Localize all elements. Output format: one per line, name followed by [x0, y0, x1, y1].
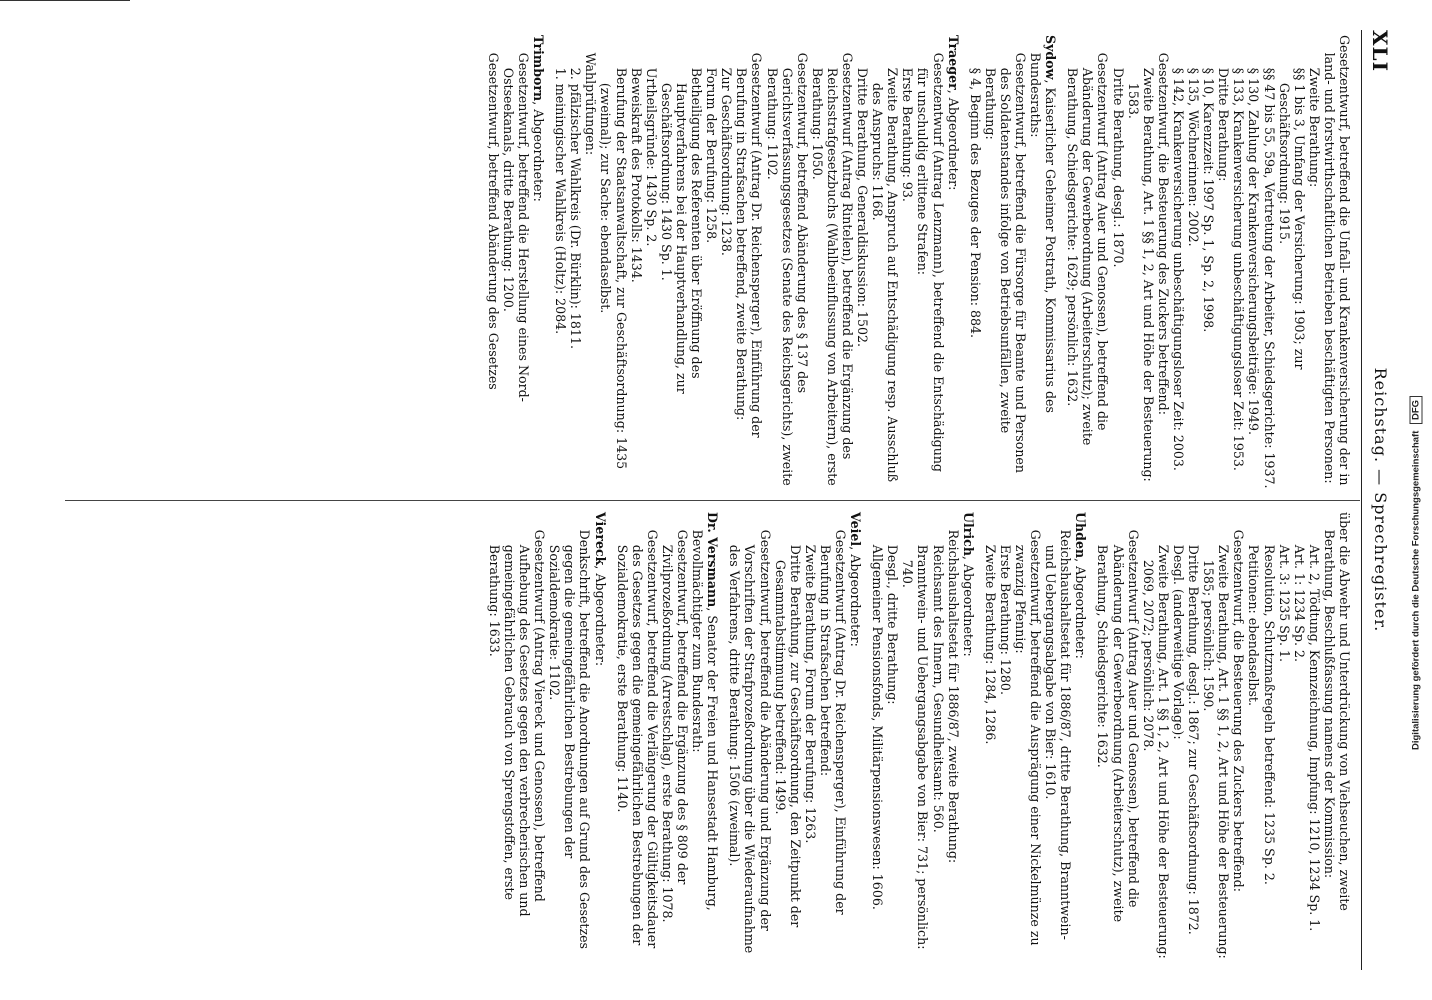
entry-line: [615, 512, 660, 967]
entry-line: [734, 35, 764, 490]
speaker-name: Veiel: [848, 512, 864, 547]
entry-text: Reichsamt des Innern, Gesundheitsamt: 560.: [930, 544, 946, 833]
entry-text: Abgeordneter:: [531, 109, 547, 202]
entry-line: [487, 512, 547, 967]
entry-line: [1246, 512, 1261, 967]
entry-text: Abgeordneter:: [945, 97, 961, 191]
entry-line: [885, 512, 900, 967]
entry-line: [629, 35, 644, 490]
entry-line: Viereck, Abgeordneter:: [592, 512, 608, 667]
entry-text: Zweite Berathung, Forum der Berufung: 1263.: [802, 544, 818, 844]
register-entry: [486, 35, 546, 490]
entry-text: Abgeordneter:: [592, 573, 608, 667]
entry-line: [1186, 512, 1201, 967]
speaker-name: Viereck: [592, 512, 608, 566]
entry-line: [1095, 512, 1140, 967]
entry-text: Beweiskraft des Protokolls: 1434.: [628, 67, 644, 283]
entry-text: Desgl. (anderweitige Vorlage):: [1170, 544, 1186, 740]
entry-text: § 133, Krankenversicherung unbeschäftigungsloser Zeit: 1953.: [1231, 67, 1247, 471]
entry-line: [983, 512, 998, 967]
entry-text: Art. 1: 1234 Sp. 2.: [1291, 544, 1307, 662]
entry-line: [727, 512, 772, 967]
entry-line: [998, 512, 1013, 967]
page-number: XLI: [1368, 30, 1392, 72]
entry-line: [764, 35, 809, 490]
entry-line: [1186, 35, 1201, 490]
entry-text: Gesetzentwurf, die Besteuerung des Zuckers betreffend:: [1231, 529, 1247, 892]
entry-text: Gesetzentwurf, betreffend die Verlängerung der Gültigkeitsdauer des Gesetzes gegen die gemeingefährlichen Bestrebungen der Sozialdemokratie, erste Berathung: 1140.: [614, 529, 660, 949]
entry-line: [1201, 35, 1216, 490]
entry-text: Dritte Berathung, zur Geschäftsordnung, den Zeitpunkt der Gesammtabstimmung betreffend: 1499.: [772, 544, 803, 928]
entry-text: Gesetzentwurf, betreffend die Ergänzung des § 809 der Zivilprozeßordnung (Arrestschlag), erste Berathung: 1078.: [659, 529, 691, 923]
entry-line: [1141, 512, 1171, 967]
digitization-credit: [1410, 270, 1423, 750]
entry-text: Gesetzentwurf, betreffend die Ausprägung einer Nickelmünze zu zwanzig Pfennig:: [1013, 529, 1044, 946]
entry-line: [870, 512, 885, 967]
entry-text: Wahlprüfungen:: [583, 52, 599, 156]
entry-text: Art. 2, Tödtung, Kennzeichnung, Impfung: 1210, 1234 Sp. 1.: [1306, 544, 1322, 932]
entry-text: Allgemeiner Pensionsfonds, Militärpensionswesen: 1606.: [870, 544, 886, 910]
entry-line: [1322, 512, 1352, 967]
entry-line: [818, 512, 848, 967]
entry-text: Zweite Berathung, Art. 1 §§ 1, 2, Art und Höhe der Besteuerung: 2069, 2072; persönlich: 2078.: [1140, 544, 1171, 959]
register-entry: [1065, 35, 1352, 490]
entry-text: Petitionen: ebendaselbst.: [1246, 544, 1262, 706]
entry-text: § 10, Karenzzeit: 1997 Sp. 1, Sp. 2, 1998.: [1201, 67, 1217, 333]
entry-line: [1043, 512, 1073, 967]
entry-line: [915, 35, 945, 490]
speaker-name: Dr. Versmann: [705, 512, 721, 608]
entry-line: [598, 35, 628, 490]
register-entry: [727, 512, 863, 967]
entry-line: Veiel, Abgeordneter:: [848, 512, 864, 647]
register-entry: [553, 35, 961, 490]
entry-text: Reichshaushaltsetat für 1886/87, dritte Berathung, Branntwein- und Uebergangsabgabe von Bier: 1610.: [1043, 529, 1074, 940]
entry-text: Kaiserlicher Geheimer Postrath, Kommissarius des Bundesraths:: [1028, 52, 1059, 413]
entry-text: Gesetzentwurf (Antrag Rintelen), betreffend die Ergänzung des Reichsstrafgesetzbuchs (Wahlbeeinflussung von Arbeitern), erste Berathung: 1050.: [809, 52, 855, 486]
credit-text: Digitalisierung gefördert durch die Deutsche Forschungsgemeinschaft: [1410, 430, 1422, 750]
speaker-name: Sydow: [1043, 35, 1059, 80]
entry-text: Gesetzentwurf (Antrag Dr. Reichensperger), Einführung der Berufung in Strafsachen betreffend:: [817, 529, 848, 915]
entry-line: [1156, 35, 1171, 490]
entry-line: [900, 35, 915, 490]
entry-text: 2. pfälzischer Wahlkreis (Dr. Bürklin): 1811.: [568, 67, 584, 349]
entry-line: [855, 35, 870, 490]
entry-line: [1013, 512, 1043, 967]
entry-text: Branntwein- und Uebergangsabgabe von Bier: 731; persönlich: 740.: [900, 544, 931, 950]
entry-text: Erste Berathung: 1280.: [997, 544, 1013, 695]
entry-line: [704, 35, 719, 490]
entry-text: Gesetzentwurf, betreffend Abänderung des § 137 des Gerichtsverfassungsgesetzes (Senate des Reichsgerichts), zweite Berathung: 1102.: [764, 52, 810, 486]
entry-text: Abgeordneter:: [960, 564, 976, 657]
entry-line: Uhden, Abgeordneter:: [1073, 512, 1089, 659]
entry-text: Zweite Berathung:: [1306, 67, 1322, 188]
entry-text: 1. meiningischer Wahlkreis (Holtz): 2084.: [553, 67, 569, 335]
entry-text: Gesetzentwurf, betreffend die Abänderung und Ergänzung der Vorschriften der Strafprozeßordnung über die Wiederaufnahme des Verfahrens, dritte Berathung: 1506 (zweimal).: [727, 529, 773, 954]
entry-line: [1231, 35, 1246, 490]
entry-line: Traeger, Abgeordneter:: [945, 35, 961, 191]
entry-line: [1171, 512, 1186, 967]
running-title: Reichstag. — Sprechregister.: [1371, 367, 1390, 633]
speaker-name: Trimborn: [531, 35, 547, 102]
entry-text: Desgl., dritte Berathung:: [885, 544, 901, 705]
speaker-name: Ulrich: [960, 512, 976, 557]
entry-line: Trimborn, Abgeordneter:: [531, 35, 547, 202]
entry-text: § 135, Wöchnerinnen: 2002.: [1186, 67, 1202, 247]
entry-text: Senator der Freien und Hansestadt Hamburg, Bevollmächtigter zum Bundesrath:: [690, 529, 721, 911]
entry-line: [1126, 35, 1156, 490]
page-header: [1364, 30, 1392, 970]
entry-text: Gesetzentwurf, betreffend die Fürsorge für Beamte und Personen des Soldatenstandes infolge von Betriebsunfällen, zweite Berathung:: [982, 52, 1029, 473]
entry-text: Abgeordneter:: [1073, 566, 1089, 659]
entry-text: Urtheilsgründe: 1430 Sp. 2.: [643, 67, 659, 247]
entry-text: Zweite Berathung, Anspruch auf Entschädigung resp. Ausschluß des Anspruchs: 1168.: [870, 67, 901, 483]
register-entry: [1095, 512, 1352, 967]
entry-line: [1307, 512, 1322, 967]
column-divider: [65, 500, 1360, 501]
entry-line: [968, 35, 983, 490]
entry-text: Gesetzentwurf, betreffend Abänderung des Gesetzes: [485, 52, 501, 390]
entry-text: Dritte Berathung:: [1216, 67, 1232, 182]
entry-line: [870, 35, 900, 490]
entry-text: Dritte Berathung, desgl.: 1870.: [1110, 67, 1126, 268]
entry-line: Sydow, Kaiserlicher Geheimer Postrath, Kommissarius des Bundesraths:: [1028, 35, 1059, 413]
entry-text: Erste Berathung: 93.: [900, 67, 916, 202]
entry-text: Abgeordneter:: [848, 554, 864, 647]
entry-text: Dritte Berathung, desgl.: 1867; zur Geschäftsordnung: 1872.: [1186, 544, 1202, 935]
entry-text: Gesetzentwurf, betreffend die Herstellung eines Nord-Ostseekanals, dritte Berathung: 1200.: [500, 52, 532, 402]
entry-line: [486, 35, 501, 490]
register-entry: [968, 35, 1059, 490]
entry-line: [1292, 512, 1307, 967]
entry-line: [547, 512, 592, 967]
register-entry: [487, 512, 608, 967]
entry-line: [1246, 35, 1261, 490]
entry-text: Zweite Berathung, Art. 1 §§ 1, 2, Art und Höhe der Besteuerung: 1583.: [1125, 67, 1156, 482]
left-column: [479, 35, 1352, 490]
dfg-logo: DFG: [1410, 396, 1423, 424]
entry-text: §§ 47 bis 55, 59a, Vertretung der Arbeiter, Schiedsgerichte: 1937.: [1261, 67, 1277, 489]
entry-line: [773, 512, 803, 967]
entry-line: [644, 35, 659, 490]
entry-text: Dritte Berathung, Generaldiskussion: 1502.: [855, 67, 871, 348]
entry-text: Zweite Berathung: 1284, 1286.: [982, 544, 998, 745]
entry-line: [660, 512, 690, 967]
entry-text: § 4, Beginn des Bezuges der Pension: 884.: [967, 67, 983, 339]
entry-text: Gesetzentwurf (Antrag Dr. Reichensperger), Einführung der Berufung in Strafsachen betreffend, zweite Berathung:: [734, 52, 765, 438]
entry-line: [1277, 35, 1307, 490]
register-entry: [983, 512, 1089, 967]
entry-text: §§ 1 bis 3, Umfang der Versicherung: 1903; zur Geschäftsordnung: 1915.: [1276, 67, 1307, 370]
entry-line: Ulrich, Abgeordneter:: [960, 512, 976, 657]
entry-line: [1216, 35, 1231, 490]
register-entry: [870, 512, 976, 967]
entry-line: [553, 35, 568, 490]
entry-line: [810, 35, 855, 490]
right-column: [480, 512, 1352, 967]
entry-line: [568, 35, 583, 490]
entry-line: [1322, 35, 1352, 490]
entry-line: [1065, 35, 1110, 490]
speaker-name: Uhden: [1073, 512, 1089, 559]
entry-line: [1307, 35, 1322, 490]
entry-text: über die Abwehr und Unterdrückung von Viehseuchen, zweite Berathung, Beschlußfassung namens der Kommission:: [1321, 512, 1352, 911]
entry-text: Forum der Berufung: 1258.: [704, 67, 720, 244]
entry-text: Zweite Berathung, Art. 1 §§ 1, 2, Art und Höhe der Besteuerung: 1585; persönlich: 1590.: [1201, 544, 1232, 959]
entry-line: [1231, 512, 1246, 967]
entry-text: § 142, Krankenversicherung unbeschäftigungsloser Zeit: 2003.: [1170, 67, 1186, 471]
entry-line: [946, 512, 961, 967]
entry-line: Dr. Versmann, Senator der Freien und Hansestadt Hamburg, Bevollmächtigter zum Bundesrath:: [690, 512, 721, 911]
entry-text: Gesetzentwurf (Antrag Auer und Genossen), betreffend die Abänderung der Gewerbeordnung (Arbeiterschutz), zweite Berathung, Schiedsgerichte: 1632.: [1095, 529, 1141, 923]
entry-line: [1171, 35, 1186, 490]
entry-line: [983, 35, 1028, 490]
entry-line: [659, 35, 704, 490]
entry-text: Berufung der Staatsanwaltschaft, zur Geschäftsordnung: 1435 (zweimal); zur Sache: ebendaselbst.: [598, 67, 629, 470]
entry-text: Reichshaushaltsetat für 1886/87, zweite Berathung:: [945, 529, 961, 864]
entry-text: Gesetzentwurf (Antrag Auer und Genossen), betreffend die Abänderung der Gewerbeordnung (Arbeiterschutz); zweite Berathung, Schiedsgerichte: 1629; persönlich: 1632.: [1065, 52, 1111, 446]
entry-line: [719, 35, 734, 490]
header-rule: [1361, 30, 1362, 970]
entry-text: Gesetzentwurf, die Besteuerung des Zuckers betreffend:: [1155, 52, 1171, 415]
entry-text: Art. 3: 1235 Sp. 1.: [1276, 544, 1292, 662]
entry-text: Denkschrift, betreffend die Anordnungen auf Grund des Gesetzes gegen die gemeingefährlichen Bestrebungen der Sozialdemokratie: 1102.: [547, 529, 593, 950]
entry-text: § 130, Zahlung der Krankenversicherungsbeiträge: 1949.: [1246, 67, 1262, 435]
entry-line: [1201, 512, 1231, 967]
entry-text: Resolution, Schutzmaßregeln betreffend: 1235 Sp. 2.: [1261, 544, 1277, 885]
speaker-name: Traeger: [945, 35, 961, 90]
entry-line: [803, 512, 818, 967]
entry-line: [1261, 35, 1276, 490]
entry-line: [1111, 35, 1126, 490]
entry-line: [930, 512, 945, 967]
entry-text: Gesetzentwurf (Antrag Lenzmann), betreffend die Entschädigung für unschuldig erlittene Strafen:: [915, 52, 946, 472]
entry-text: Zur Geschäftsordnung: 1238.: [719, 67, 735, 256]
entry-text: Gesetzentwurf, betreffend die Unfall- und Krankenversicherung der in land- und forstwirthschaftlichen Betrieben beschäftigten Personen:: [1321, 35, 1352, 486]
entry-text: Betheiligung des Referenten über Eröffnung des Hauptverfahrens bei der Hauptverhandlung, zur Geschäftsordnung: 1430 Sp. 1.: [658, 67, 705, 394]
entry-line: [1277, 512, 1292, 967]
entry-line: [1261, 512, 1276, 967]
entry-line: [501, 35, 531, 490]
entry-text: Gesetzentwurf (Antrag Viereck und Genossen), betreffend Aufhebung des Gesetzes gegen den verbrecherischen und gemeingefährlichen Gebrauch von Sprengstoffen, erste Berathung: 1633.: [486, 529, 548, 917]
entry-line: [583, 35, 598, 490]
register-entry: [615, 512, 721, 967]
entry-line: [900, 512, 930, 967]
